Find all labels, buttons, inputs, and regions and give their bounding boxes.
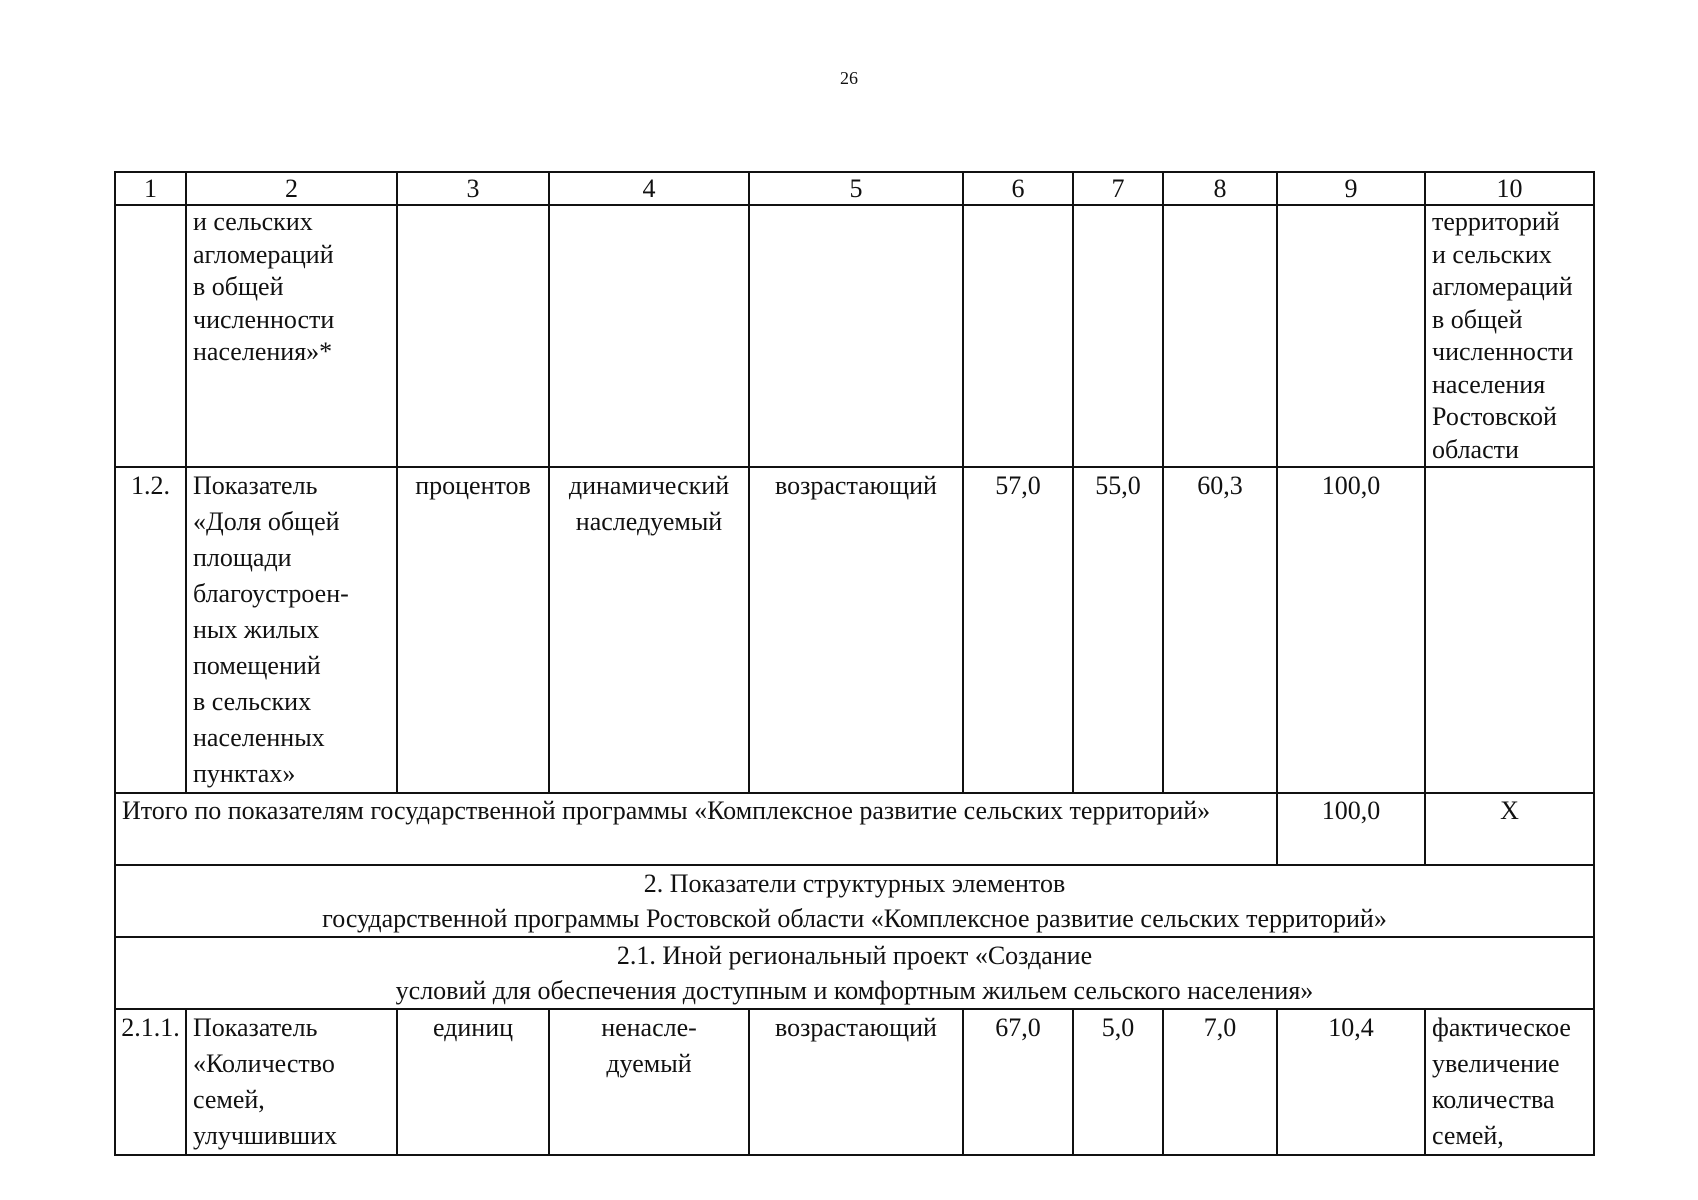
table-cell bbox=[749, 205, 963, 467]
column-number-cell: 4 bbox=[549, 172, 749, 205]
note-cell bbox=[1425, 467, 1594, 793]
indicator-name: Показатель «Доля общей площади благоустроен- ных жилых помещений в сельских населенных пунктах» bbox=[186, 467, 397, 793]
value-cell: 57,0 bbox=[963, 467, 1073, 793]
direction-cell: возрастающий bbox=[749, 1009, 963, 1155]
column-number-cell: 8 bbox=[1163, 172, 1277, 205]
column-number-cell: 9 bbox=[1277, 172, 1425, 205]
weight-cell: 10,4 bbox=[1277, 1009, 1425, 1155]
subsection-heading-row bbox=[115, 937, 1594, 1009]
value-cell: 7,0 bbox=[1163, 1009, 1277, 1155]
value-cell: 5,0 bbox=[1073, 1009, 1163, 1155]
table-cell bbox=[549, 205, 749, 467]
table-cell bbox=[1277, 205, 1425, 467]
indicator-type: динамический наследуемый bbox=[549, 467, 749, 793]
table-cell bbox=[1163, 205, 1277, 467]
continuation-row bbox=[115, 205, 1594, 467]
column-number-cell: 6 bbox=[963, 172, 1073, 205]
note-continuation: территорий и сельских агломераций в общей численности населения Ростовской области bbox=[1425, 205, 1594, 467]
column-number-cell: 2 bbox=[186, 172, 397, 205]
column-number-cell: 3 bbox=[397, 172, 549, 205]
column-number-cell: 7 bbox=[1073, 172, 1163, 205]
note-cell: фактическое увеличение количества семей, bbox=[1425, 1009, 1594, 1155]
direction-cell: возрастающий bbox=[749, 467, 963, 793]
total-note: X bbox=[1425, 793, 1594, 865]
column-number-cell: 1 bbox=[115, 172, 186, 205]
page-number: 26 bbox=[840, 68, 858, 88]
total-label: Итого по показателям государственной программы «Комплексное развитие сельских территорий» bbox=[115, 793, 1277, 865]
unit-cell: процентов bbox=[397, 467, 549, 793]
value-cell: 67,0 bbox=[963, 1009, 1073, 1155]
column-number-row bbox=[115, 172, 1594, 205]
section-heading-row bbox=[115, 865, 1594, 937]
total-row bbox=[115, 793, 1594, 865]
indicators-table bbox=[114, 171, 1595, 1156]
table-cell bbox=[1073, 205, 1163, 467]
table-row bbox=[115, 1009, 1594, 1155]
indicator-name-continuation: и сельских агломераций в общей численности населения»* bbox=[186, 205, 397, 467]
table-cell bbox=[963, 205, 1073, 467]
column-number-cell: 10 bbox=[1425, 172, 1594, 205]
column-number-cell: 5 bbox=[749, 172, 963, 205]
unit-cell: единиц bbox=[397, 1009, 549, 1155]
table-cell bbox=[115, 205, 186, 467]
weight-cell: 100,0 bbox=[1277, 467, 1425, 793]
total-weight: 100,0 bbox=[1277, 793, 1425, 865]
row-number: 2.1.1. bbox=[115, 1009, 186, 1155]
indicator-name: Показатель «Количество семей, улучшивших bbox=[186, 1009, 397, 1155]
table-row bbox=[115, 467, 1594, 793]
value-cell: 60,3 bbox=[1163, 467, 1277, 793]
table-cell bbox=[397, 205, 549, 467]
row-number: 1.2. bbox=[115, 467, 186, 793]
section-heading: 2. Показатели структурных элементов государственной программы Ростовской области «Комплексное развитие сельских территорий» bbox=[115, 865, 1594, 937]
indicator-type: ненасле- дуемый bbox=[549, 1009, 749, 1155]
value-cell: 55,0 bbox=[1073, 467, 1163, 793]
subsection-heading: 2.1. Иной региональный проект «Создание условий для обеспечения доступным и комфортным жильем сельского населения» bbox=[115, 937, 1594, 1009]
